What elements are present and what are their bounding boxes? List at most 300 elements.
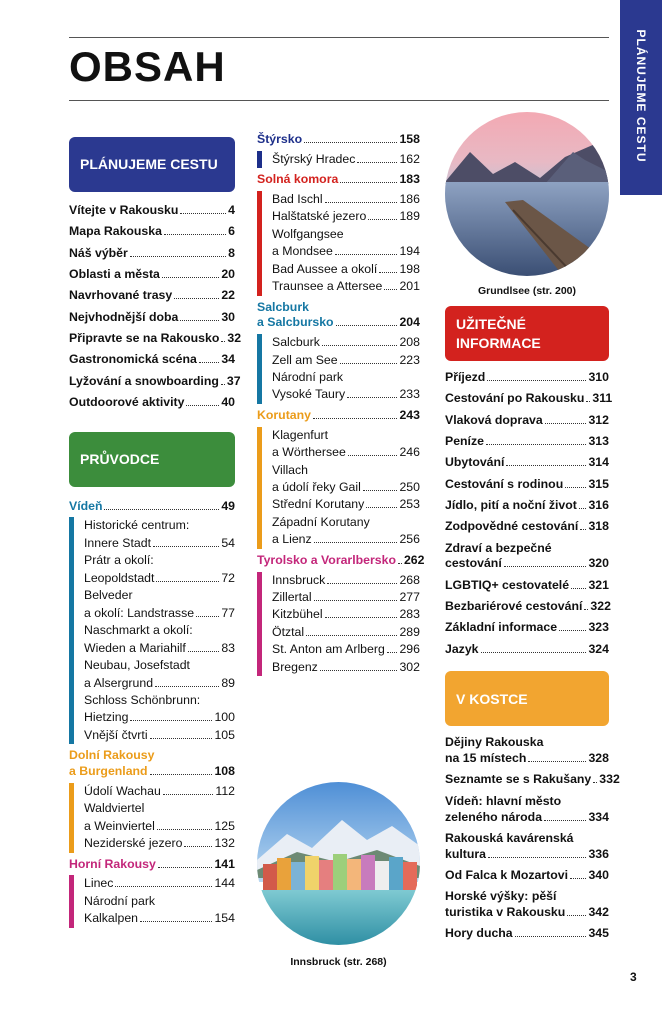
dot-leader <box>384 289 397 290</box>
region-title[interactable] <box>69 499 235 515</box>
toc-entry-group <box>445 578 609 594</box>
dot-leader <box>368 219 397 220</box>
toc-entry-title: a Alsergrund <box>84 675 154 690</box>
toc-entry-group <box>445 794 609 825</box>
region-title-text: Solná komora <box>257 172 339 187</box>
toc-entry-title: a údolí řeky Gail <box>272 480 361 495</box>
toc-entry-page: 345 <box>588 926 609 941</box>
toc-entry[interactable] <box>69 330 242 347</box>
toc-entry-page: 132 <box>214 836 235 851</box>
dot-leader <box>487 380 586 381</box>
toc-entry-title: Štýrský Hradec <box>272 151 356 166</box>
dot-leader <box>150 738 213 739</box>
toc-entry[interactable] <box>84 535 235 552</box>
toc-entry-page: 283 <box>399 607 420 622</box>
toc-entry-group <box>445 642 609 658</box>
toc-entry[interactable] <box>272 589 420 606</box>
toc-entry-group <box>445 599 609 615</box>
toc-entry-title: Střední Korutany <box>272 497 365 512</box>
dot-leader <box>115 886 212 887</box>
toc-entry-line: Prátr a okolí: <box>84 553 154 568</box>
dot-leader <box>130 720 212 721</box>
dot-leader <box>199 362 220 363</box>
side-tab <box>620 0 662 195</box>
section-header-pruvodce: PRŮVODCE <box>69 432 235 487</box>
toc-entry-title: Zell am See <box>272 352 338 367</box>
toc-entry-title: a Mondsee <box>272 244 333 259</box>
dot-leader <box>180 213 226 214</box>
region-title[interactable] <box>257 408 420 424</box>
title-rule <box>69 100 609 101</box>
toc-entry-title: Vítejte v Rakousku <box>69 203 179 217</box>
dot-leader <box>164 234 226 235</box>
uzitecne-list <box>445 370 613 657</box>
region-subentries <box>69 875 235 927</box>
toc-entry-page: 336 <box>588 846 609 861</box>
toc-entry-page: 324 <box>588 641 609 656</box>
toc-entry-title: zeleného národa <box>445 809 543 824</box>
toc-entry[interactable] <box>445 477 609 493</box>
toc-entry-line: Historické centrum: <box>84 518 190 533</box>
region-subentries <box>257 427 420 549</box>
dot-leader <box>570 878 586 879</box>
dot-leader <box>314 542 398 543</box>
toc-entry-page: 125 <box>214 818 235 833</box>
toc-entry-page: 296 <box>399 642 420 657</box>
toc-entry-page: 22 <box>221 288 235 303</box>
toc-entry-group <box>445 391 613 407</box>
toc-entry-page: 100 <box>214 710 235 725</box>
toc-entry-page: 311 <box>592 391 613 406</box>
toc-entry[interactable] <box>69 395 235 411</box>
toc-entry[interactable] <box>445 599 609 615</box>
dot-leader <box>398 563 402 564</box>
pruvodce-list <box>69 499 235 928</box>
region-block <box>257 552 425 676</box>
dot-leader <box>150 774 213 775</box>
toc-entry-group <box>445 889 609 920</box>
toc-entry-page: 194 <box>399 244 420 259</box>
toc-entry[interactable] <box>69 267 235 283</box>
region-title-text: a Salcbursko <box>257 315 334 330</box>
toc-entry[interactable] <box>84 605 235 622</box>
toc-entry-title: Seznamte se s Rakušany <box>445 772 592 787</box>
dot-leader <box>304 142 397 143</box>
top-rule <box>69 37 609 38</box>
toc-entry-line: Schloss Schönbrunn: <box>84 692 201 707</box>
toc-entry[interactable] <box>445 847 609 863</box>
dot-leader <box>104 509 219 510</box>
region-title[interactable] <box>257 552 425 569</box>
dot-leader <box>366 507 397 508</box>
toc-entry-title: Základní informace <box>445 620 558 635</box>
toc-entry-page: 198 <box>399 261 420 276</box>
toc-entry-page: 253 <box>399 497 420 512</box>
column-left <box>69 137 242 932</box>
toc-entry-title: Hietzing <box>84 710 129 725</box>
region-title[interactable] <box>257 315 420 331</box>
dot-leader <box>363 490 398 491</box>
region-title[interactable] <box>257 132 420 148</box>
toc-entry-page: 332 <box>599 772 620 787</box>
toc-entry[interactable] <box>445 455 609 471</box>
dot-leader <box>306 635 397 636</box>
toc-entry-title: kultura <box>445 846 486 861</box>
section-header-planujeme: PLÁNUJEME CESTU <box>69 137 235 192</box>
toc-entry-page: 201 <box>399 279 420 294</box>
dot-leader <box>340 363 398 364</box>
dot-leader <box>153 546 219 547</box>
toc-entry[interactable] <box>445 868 609 884</box>
toc-entry-title: Linec <box>84 876 114 891</box>
toc-entry-page: 233 <box>399 387 420 402</box>
dot-leader <box>156 581 219 582</box>
dot-leader <box>545 423 587 424</box>
toc-entry-line: Národní park <box>272 370 344 385</box>
toc-entry-title: a Wörthersee <box>272 445 346 460</box>
toc-entry[interactable] <box>445 751 609 767</box>
toc-entry[interactable] <box>445 578 609 594</box>
toc-entry-title: Bregenz <box>272 659 318 674</box>
toc-entry-page: 30 <box>221 309 235 324</box>
toc-entry[interactable] <box>84 570 235 587</box>
region-block <box>257 172 420 295</box>
toc-entry[interactable] <box>445 810 609 826</box>
dot-leader <box>320 670 398 671</box>
region-title-text: Horní Rakousy <box>69 856 156 871</box>
toc-entry[interactable] <box>69 224 235 240</box>
toc-entry[interactable] <box>272 606 420 623</box>
toc-entry[interactable] <box>272 352 420 369</box>
toc-entry-line: Dějiny Rakouska <box>445 735 544 750</box>
dot-leader <box>504 566 587 567</box>
toc-entry-line: Zdraví a bezpečné <box>445 540 552 555</box>
toc-entry[interactable] <box>272 191 420 208</box>
toc-entry-page: 323 <box>588 620 609 635</box>
innsbruck-photo <box>257 782 420 945</box>
toc-entry-group <box>445 831 609 862</box>
toc-entry[interactable] <box>445 391 613 407</box>
toc-entry-page: 342 <box>588 904 609 919</box>
toc-entry-title: Vlaková doprava <box>445 412 543 427</box>
toc-entry[interactable] <box>69 246 235 262</box>
grundlsee-photo <box>445 112 609 276</box>
dot-leader <box>221 384 225 385</box>
toc-entry-group <box>445 413 609 429</box>
toc-entry-title: Wieden a Mariahilf <box>84 640 186 655</box>
toc-entry-title: turistika v Rakousku <box>445 904 566 919</box>
toc-entry-page: 321 <box>588 577 609 592</box>
region-title[interactable] <box>69 764 235 780</box>
toc-entry[interactable] <box>445 642 609 658</box>
toc-entry[interactable] <box>69 352 235 368</box>
dot-leader <box>130 256 226 257</box>
toc-entry[interactable] <box>445 772 620 788</box>
toc-entry[interactable] <box>272 479 420 496</box>
toc-entry-title: Vysoké Taury <box>272 387 346 402</box>
toc-entry-page: 8 <box>228 245 235 260</box>
toc-entry-group <box>445 620 609 636</box>
toc-entry[interactable] <box>84 640 235 657</box>
toc-entry-title: Kitzbühel <box>272 607 323 622</box>
region-page: 108 <box>214 764 235 779</box>
toc-entry[interactable] <box>272 334 420 351</box>
toc-entry-group <box>445 370 609 386</box>
toc-entry[interactable] <box>69 203 235 219</box>
dot-leader <box>559 630 586 631</box>
dot-leader <box>314 600 398 601</box>
toc-entry[interactable] <box>84 783 235 800</box>
toc-entry-group <box>445 541 609 572</box>
dot-leader <box>336 325 398 326</box>
toc-entry-title: Připravte se na Rakousko <box>69 330 220 345</box>
toc-entry[interactable] <box>445 926 609 942</box>
dot-leader <box>515 936 587 937</box>
dot-leader <box>184 846 212 847</box>
toc-entry-group <box>445 455 609 471</box>
toc-entry-page: 268 <box>399 572 420 587</box>
toc-entry-title: Outdoorové aktivity <box>69 394 185 409</box>
toc-entry[interactable] <box>69 310 235 326</box>
toc-entry-title: Hory ducha <box>445 926 513 941</box>
toc-entry-title: Oblasti a města <box>69 266 160 281</box>
dot-leader <box>325 617 398 618</box>
toc-entry-title: Příjezd <box>445 370 486 384</box>
toc-entry-title: Jazyk <box>445 641 479 656</box>
region-title-text: Tyrolsko a Vorarlbersko <box>257 552 396 567</box>
toc-entry-page: 302 <box>399 659 420 674</box>
toc-entry-page: 77 <box>221 605 235 620</box>
dot-leader <box>544 820 586 821</box>
toc-entry-line: Naschmarkt a okolí: <box>84 623 193 638</box>
dot-leader <box>188 651 219 652</box>
region-title-line: Salcburk <box>257 299 309 314</box>
dot-leader <box>158 867 213 868</box>
region-title-line: Dolní Rakousy <box>69 748 155 763</box>
toc-entry-title: Náš výběr <box>69 245 128 260</box>
toc-entry-title: Gastronomická scéna <box>69 352 197 367</box>
region-page: 49 <box>221 498 235 513</box>
dot-leader <box>528 761 586 762</box>
toc-entry[interactable] <box>445 905 609 921</box>
toc-entry[interactable] <box>84 875 235 892</box>
dot-leader <box>157 829 213 830</box>
toc-entry-title: LGBTIQ+ cestovatelé <box>445 577 570 592</box>
toc-entry[interactable] <box>272 531 420 548</box>
toc-entry-page: 312 <box>588 412 609 427</box>
dot-leader <box>586 401 590 402</box>
toc-entry-line: Belveder <box>84 588 133 603</box>
page-title: OBSAH <box>69 43 226 90</box>
toc-entry-title: a Lienz <box>272 532 312 547</box>
toc-entry-title: Cestování po Rakousku <box>445 391 585 406</box>
toc-entry[interactable] <box>272 444 420 461</box>
toc-entry-title: na 15 místech <box>445 751 527 766</box>
toc-entry-page: 189 <box>399 209 420 224</box>
toc-entry-page: 72 <box>221 570 235 585</box>
toc-entry[interactable] <box>272 624 420 641</box>
dot-leader <box>579 508 587 509</box>
toc-entry[interactable] <box>445 434 609 450</box>
toc-entry-page: 20 <box>221 266 235 281</box>
toc-entry[interactable] <box>272 386 420 403</box>
toc-entry[interactable] <box>84 818 235 835</box>
region-subentries <box>257 151 420 168</box>
toc-entry-page: 313 <box>588 433 609 448</box>
toc-entry[interactable] <box>84 675 235 692</box>
dot-leader <box>163 794 214 795</box>
toc-entry[interactable] <box>272 243 420 260</box>
dot-leader <box>140 921 212 922</box>
region-title-text: Korutany <box>257 407 311 422</box>
toc-entry-title: Údolí Wachau <box>84 783 161 798</box>
uzitecne-header-line-1: UŽITEČNÉ <box>456 316 526 333</box>
kostce-list <box>445 735 620 942</box>
toc-entry-page: 32 <box>227 330 242 345</box>
toc-entry[interactable] <box>84 727 235 744</box>
region-subentries <box>257 334 420 404</box>
toc-entry-page: 334 <box>588 809 609 824</box>
dot-leader <box>379 272 397 273</box>
region-block <box>69 499 235 745</box>
region-title[interactable] <box>69 857 235 873</box>
toc-entry-title: Ubytování <box>445 455 505 470</box>
toc-entry-title: Innere Stadt <box>84 535 151 550</box>
toc-entry-line: Rakouská kavárenská <box>445 830 574 845</box>
toc-entry[interactable] <box>272 278 420 295</box>
toc-entry-title: Bad Aussee a okolí <box>272 261 378 276</box>
toc-entry-page: 105 <box>214 727 235 742</box>
innsbruck-caption: Innsbruck (str. 268) <box>290 956 387 968</box>
region-block <box>69 857 235 928</box>
toc-entry[interactable] <box>272 496 420 513</box>
dot-leader <box>313 418 397 419</box>
toc-entry-title: Bad Ischl <box>272 191 323 206</box>
toc-entry-page: 89 <box>221 675 235 690</box>
page-number: 3 <box>630 970 637 984</box>
uzitecne-header-line-2: INFORMACE <box>456 334 541 351</box>
dot-leader <box>348 455 398 456</box>
dot-leader <box>506 465 586 466</box>
dot-leader <box>486 444 587 445</box>
toc-entry-page: 4 <box>228 203 235 217</box>
region-title-text: Štýrsko <box>257 132 303 146</box>
toc-entry[interactable] <box>69 288 235 304</box>
toc-entry-title: cestování <box>445 556 502 571</box>
toc-entry[interactable] <box>445 556 609 572</box>
dot-leader <box>571 588 586 589</box>
region-block <box>257 132 420 168</box>
dot-leader <box>325 202 398 203</box>
region-subentries <box>69 517 235 744</box>
region-subentries <box>69 783 235 853</box>
region-page: 262 <box>403 552 425 567</box>
dot-leader <box>347 397 397 398</box>
toc-entry-title: Lyžování a snowboarding <box>69 373 219 388</box>
toc-entry-title: Nejvhodnější doba <box>69 309 179 324</box>
region-page: 204 <box>399 315 420 330</box>
toc-entry[interactable] <box>84 835 235 852</box>
toc-entry-page: 6 <box>228 224 235 239</box>
region-block <box>257 300 420 404</box>
toc-entry-title: a Weinviertel <box>84 818 155 833</box>
toc-entry-page: 223 <box>399 352 420 367</box>
region-title-text: a Burgenland <box>69 764 148 779</box>
toc-entry[interactable] <box>445 413 609 429</box>
toc-entry-page: 289 <box>399 624 420 639</box>
dot-leader <box>327 583 397 584</box>
toc-entry-page: 277 <box>399 590 420 605</box>
toc-entry-line: Národní park <box>84 893 156 908</box>
dot-leader <box>488 857 586 858</box>
toc-entry-page: 314 <box>588 455 609 470</box>
region-subentries <box>257 191 420 296</box>
toc-entry-line: Neubau, Josefstadt <box>84 658 190 673</box>
toc-entry-title: Salcburk <box>272 335 320 350</box>
toc-entry-page: 162 <box>399 151 420 166</box>
toc-entry[interactable] <box>272 572 420 589</box>
toc-entry-title: Jídlo, pití a noční život <box>445 497 577 512</box>
dot-leader <box>565 487 586 488</box>
toc-entry-line: Horské výšky: pěší <box>445 889 557 904</box>
toc-entry-title: Innsbruck <box>272 572 326 587</box>
toc-entry[interactable] <box>84 910 235 927</box>
toc-entry-title: Navrhované trasy <box>69 288 173 303</box>
toc-entry-page: 310 <box>588 370 609 384</box>
toc-entry-title: Zillertal <box>272 590 312 605</box>
region-subentries <box>257 572 420 677</box>
toc-entry-page: 186 <box>399 191 420 206</box>
region-title-text: Vídeň <box>69 498 103 513</box>
toc-entry[interactable] <box>445 620 609 636</box>
toc-entry[interactable] <box>69 373 241 390</box>
toc-entry-title: Bezbariérové cestování <box>445 599 583 614</box>
dot-leader <box>335 254 398 255</box>
region-title[interactable] <box>257 172 420 188</box>
side-tab-label: PLÁNUJEME CESTU <box>634 29 648 163</box>
toc-entry-line: Klagenfurt <box>272 427 329 442</box>
toc-entry[interactable] <box>272 151 420 168</box>
toc-entry[interactable] <box>445 519 609 535</box>
dot-leader <box>580 529 586 530</box>
region-page: 183 <box>399 172 420 187</box>
toc-entry-group <box>445 498 609 514</box>
toc-entry-line: Vídeň: hlavní město <box>445 793 562 808</box>
toc-entry[interactable] <box>272 659 420 676</box>
column-right <box>445 306 620 948</box>
toc-entry-title: Kalkalpen <box>84 911 139 926</box>
toc-entry[interactable] <box>84 709 235 726</box>
toc-entry-page: 322 <box>590 599 611 614</box>
toc-entry-line: Wolfgangsee <box>272 226 344 241</box>
toc-entry-title: Traunsee a Attersee <box>272 279 383 294</box>
toc-entry-page: 37 <box>226 373 241 388</box>
toc-entry[interactable] <box>272 641 420 658</box>
toc-entry-page: 320 <box>588 556 609 571</box>
toc-entry[interactable] <box>445 370 609 386</box>
toc-entry[interactable] <box>272 261 420 278</box>
dot-leader <box>196 616 219 617</box>
toc-entry-title: Leopoldstadt <box>84 570 155 585</box>
toc-entry[interactable] <box>272 208 420 225</box>
dot-leader <box>387 652 398 653</box>
dot-leader <box>322 345 398 346</box>
toc-entry-line: Západní Korutany <box>272 514 370 529</box>
dot-leader <box>162 277 219 278</box>
dot-leader <box>481 652 587 653</box>
toc-entry-page: 154 <box>214 911 235 926</box>
toc-entry[interactable] <box>445 498 609 514</box>
